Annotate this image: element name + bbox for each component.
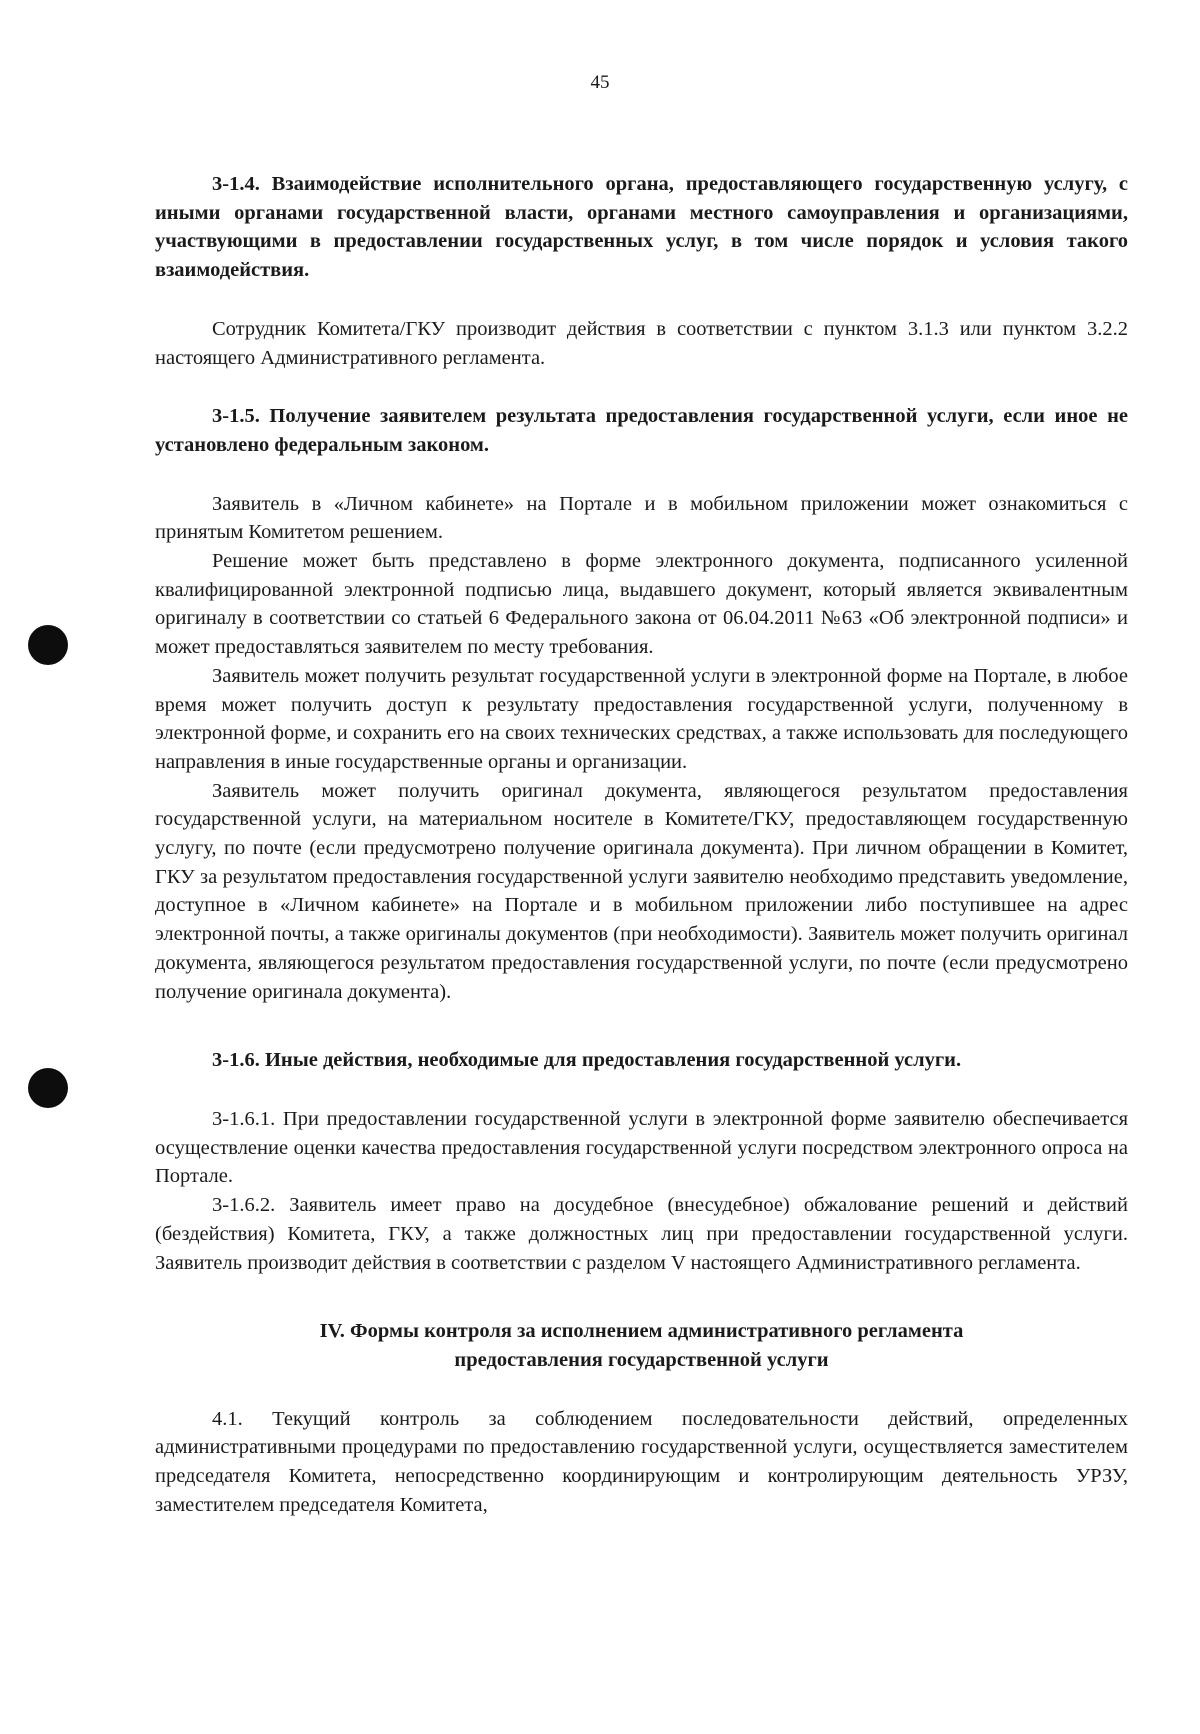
- paragraph: 3-1.6.2. Заявитель имеет право на досудебное (внесудебное) обжалование решений и действий (бездействия) Комитета, ГКУ, а также должностных лиц при предоставлении государственной услуги. Заявитель производит действия в соответствии с разделом V настоящего Административного регламента.: [155, 1194, 1128, 1274]
- paragraph: Заявитель может получить результат государственной услуги в электронной форме на Портале, в любое время может получить доступ к результату предоставления государственной услуги, полученному в электронной форме, и сохранить его на своих технических средствах, а также использовать для последующего направления в иные государственные органы и организации.: [155, 664, 1128, 773]
- section-heading-3-1-4: 3-1.4. Взаимодействие исполнительного органа, предоставляющего государственную услугу, с иными органами государственной власти, органами местного самоуправления и организациями, участвующими в предоставлении государственных услуг, в том числе порядок и условия такого взаимодействия.: [155, 173, 1128, 282]
- paragraph: Заявитель может получить оригинал документа, являющегося результатом предоставления государственной услуги, на материальном носителе в Комитете/ГКУ, предоставляющем государственную услугу, по почте (если предусмотрено получение оригинала документа). При личном обращении в Комитет, ГКУ за результатом предоставления государственной услуги заявителю необходимо представить уведомление, доступное в «Личном кабинете» на Портале и в мобильном приложении либо поступившее на адрес электронной почты, а также оригиналы документов (при необходимости). Заявитель может получить оригинал документа, являющегося результатом предоставления государственной услуги, по почте (если предусмотрено получение оригинала документа).: [155, 779, 1128, 1003]
- document-body: [155, 170, 1128, 1519]
- chapter-heading-line: IV. Формы контроля за исполнением административного регламента: [319, 1320, 964, 1343]
- section-heading-3-1-6: 3-1.6. Иные действия, необходимые для предоставления государственной услуги.: [212, 1049, 962, 1072]
- paragraph: 3-1.6.1. При предоставлении государственной услуги в электронной форме заявителю обеспечивается осуществление оценки качества предоставления государственной услуги посредством электронного опроса на Портале.: [155, 1107, 1128, 1188]
- chapter-heading-line: предоставления государственной услуги: [454, 1348, 829, 1371]
- punch-hole-mark: [28, 625, 68, 665]
- paragraph: Заявитель в «Личном кабинете» на Портале и в мобильном приложении может ознакомиться с принятым Комитетом решением.: [155, 492, 1128, 544]
- chapter-heading-iv: [155, 1317, 1128, 1374]
- punch-hole-mark: [28, 1068, 68, 1108]
- page-number: 45: [590, 72, 610, 93]
- paragraph: 4.1. Текущий контроль за соблюдением последовательности действий, определенных административными процедурами по предоставлению государственной услуги, осуществляется заместителем председателя Комитета, непосредственно координирующим и контролирующим деятельность УРЗУ, заместителем председателя Комитета,: [155, 1407, 1128, 1516]
- paragraph: Решение может быть представлено в форме электронного документа, подписанного усиленной квалифицированной электронной подписью лица, выдавшего документ, который является эквивалентным оригиналу в соответствии со статьей 6 Федерального закона от 06.04.2011 №63 «Об электронной подписи» и может предоставляться заявителем по месту требования.: [155, 550, 1128, 659]
- section-heading-3-1-5: 3-1.5. Получение заявителем результата предоставления государственной услуги, если иное не установлено федеральным законом.: [155, 405, 1128, 456]
- paragraph: Сотрудник Комитета/ГКУ производит действия в соответствии с пунктом 3.1.3 или пунктом 3.2.2 настоящего Административного регламента.: [155, 317, 1128, 369]
